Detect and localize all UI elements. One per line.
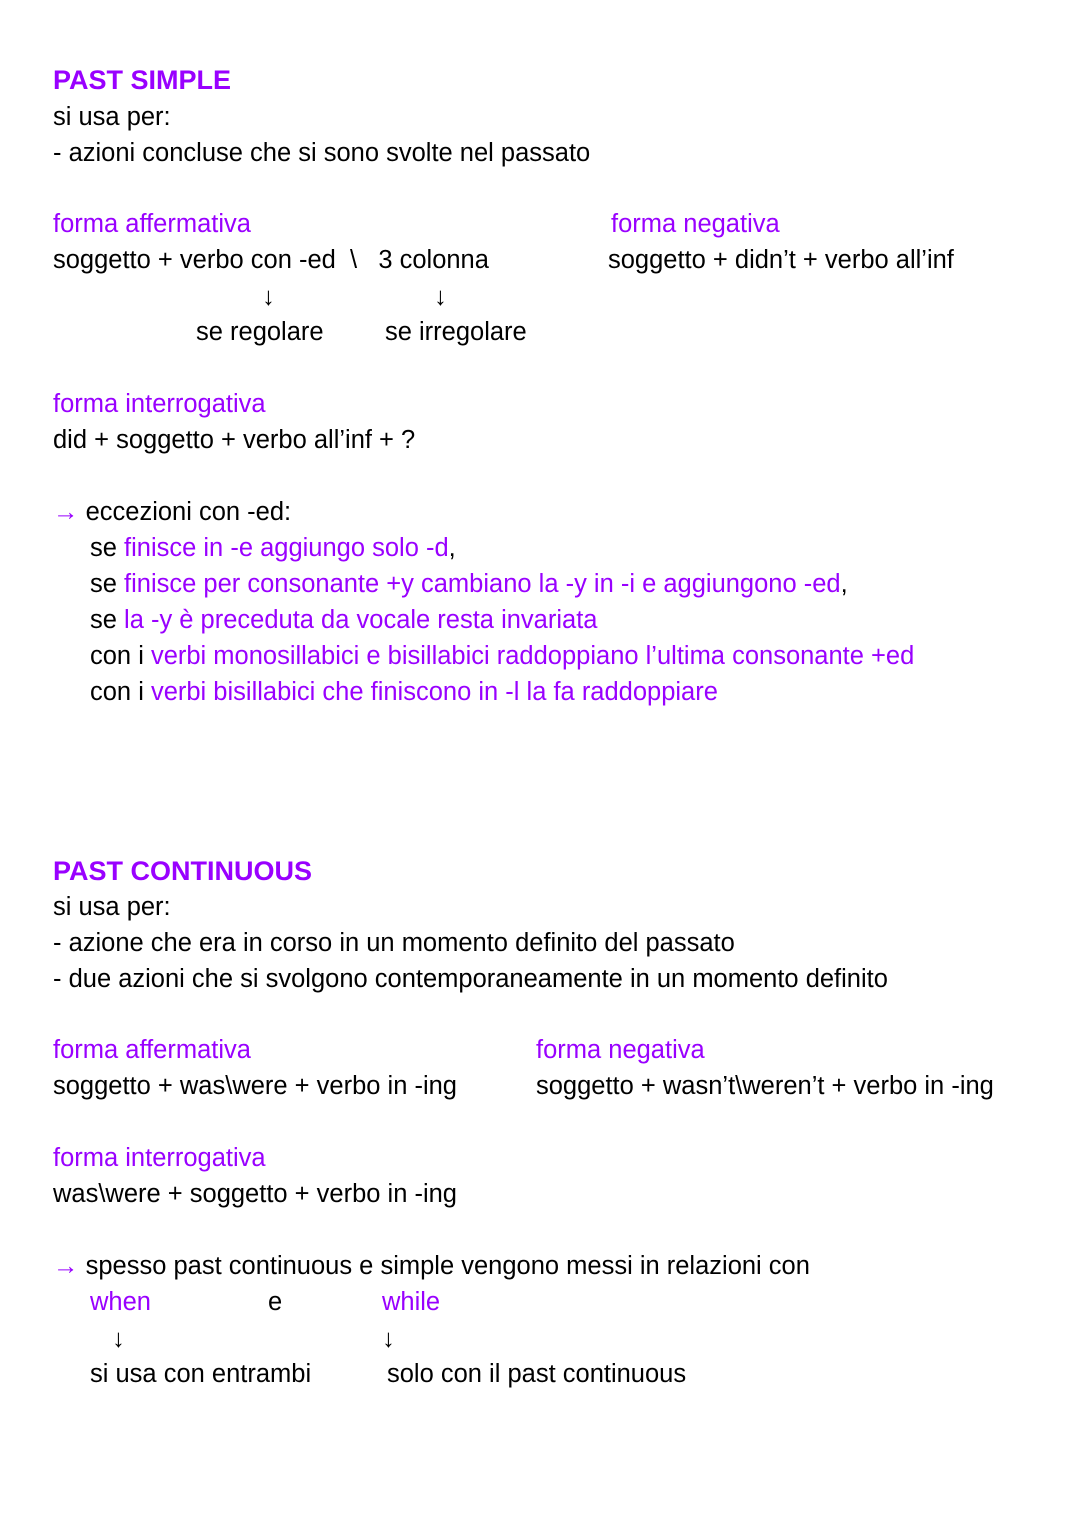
while-keyword: while xyxy=(382,1288,441,1316)
exception-item: con i verbi monosillabici e bisillabici raddoppiano l’ultima consonante +ed xyxy=(90,642,915,670)
use-item: - azione che era in corso in un momento definito del passato xyxy=(53,929,735,957)
affirmative-rule: soggetto + verbo con -ed \ 3 colonna xyxy=(53,246,489,274)
exception-item: se finisce in -e aggiungo solo -d, xyxy=(90,534,456,562)
exception-item: se finisce per consonante +y cambiano la -y in -i e aggiungono -ed, xyxy=(90,570,848,598)
uses-label: si usa per: xyxy=(53,893,171,921)
negative-label: forma negativa xyxy=(611,210,780,238)
while-note: solo con il past continuous xyxy=(387,1360,687,1388)
relations-intro-text: spesso past continuous e simple vengono messi in relazioni con xyxy=(85,1252,810,1280)
down-arrow-icon: ↓ xyxy=(262,283,275,311)
right-arrow-icon: → xyxy=(53,1252,79,1280)
section-title: PAST CONTINUOUS xyxy=(53,856,313,886)
exceptions-intro xyxy=(53,497,291,527)
interrogative-rule: was\were + soggetto + verbo in -ing xyxy=(53,1180,457,1208)
exceptions-intro-text: eccezioni con -ed: xyxy=(85,498,292,526)
use-item: - due azioni che si svolgono contemporaneamente in un momento definito xyxy=(53,965,888,993)
negative-rule: soggetto + wasn’t\weren’t + verbo in -ing xyxy=(536,1072,994,1100)
affirmative-label: forma affermativa xyxy=(53,1036,251,1064)
interrogative-label: forma interrogativa xyxy=(53,1144,266,1172)
and-word: e xyxy=(268,1288,283,1316)
right-arrow-icon: → xyxy=(53,498,79,526)
interrogative-rule: did + soggetto + verbo all’inf + ? xyxy=(53,426,416,454)
down-arrow-icon: ↓ xyxy=(112,1325,125,1353)
regular-note: se regolare xyxy=(196,318,324,346)
uses-label: si usa per: xyxy=(53,103,171,131)
negative-label: forma negativa xyxy=(536,1036,705,1064)
use-item: - azioni concluse che si sono svolte nel passato xyxy=(53,139,591,167)
when-note: si usa con entrambi xyxy=(90,1360,312,1388)
interrogative-label: forma interrogativa xyxy=(53,390,266,418)
down-arrow-icon: ↓ xyxy=(434,283,447,311)
relations-intro xyxy=(53,1251,810,1281)
when-keyword: when xyxy=(90,1288,151,1316)
affirmative-rule: soggetto + was\were + verbo in -ing xyxy=(53,1072,457,1100)
irregular-note: se irregolare xyxy=(385,318,527,346)
exception-item: con i verbi bisillabici che finiscono in -l la fa raddoppiare xyxy=(90,678,718,706)
exception-item: se la -y è preceduta da vocale resta invariata xyxy=(90,606,598,634)
affirmative-label: forma affermativa xyxy=(53,210,251,238)
negative-rule: soggetto + didn’t + verbo all’inf xyxy=(608,246,954,274)
section-title: PAST SIMPLE xyxy=(53,65,232,95)
down-arrow-icon: ↓ xyxy=(382,1325,395,1353)
